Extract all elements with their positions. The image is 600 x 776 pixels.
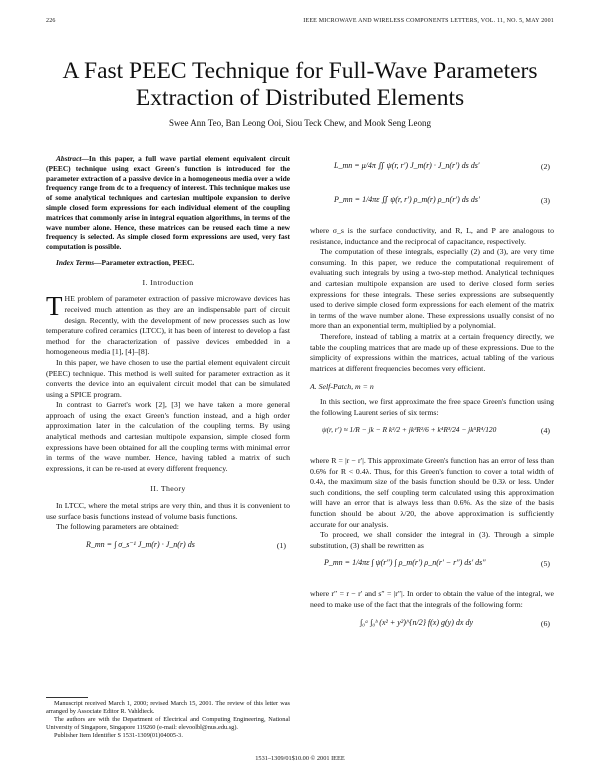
paper-title: A Fast PEEC Technique for Full-Wave Parameters Extraction of Distributed Elements <box>62 58 538 111</box>
intro-paragraph-2: In this paper, we have chosen to use the partial element equivalent circuit (PEEC) technique. This method is well suited for parameter extraction as it converts the device into an equivalent circuit model that can be simulated using a SPICE program. <box>46 357 290 399</box>
section-heading-theory: II. Theory <box>150 484 186 494</box>
intro-paragraph-1-text: HE problem of parameter extraction of passive microwave devices has received much attention as they are an indispensable part of circuit design. Recently, with the development of new processes such as low temperature cofired ceramics (LTCC), it has been of interest to develop a fast method for the characterization of passive devices embedded in a homogeneous media [1], [4]–[8]. <box>46 294 290 357</box>
journal-name: IEEE MICROWAVE AND WIRELESS COMPONENTS LETTERS, VOL. 11, NO. 5, MAY 2001 <box>303 18 554 24</box>
footnote-affiliation: The authors are with the Department of Electrical and Computing Engineering, National University of Singapore, Singapore 119260 (e-mail: elevoolbl@nus.edu.sg). <box>46 716 290 731</box>
footnote-identifier: Publisher Item Identifier S 1531-1309(01)04005-3. <box>54 732 183 739</box>
theory-paragraph-4: The computation of these integrals, especially (2) and (3), are very time consuming. In this paper, we reduce the computational requirement of evaluating such integrals by using a two-step method. Analytical techniques and cartesian multipole expansion are used to derive closed form series expressions for these integrals. These series expressions are subsequently used to derive simple closed form expressions for each element of the matrix in terms of the wave number alone. These expressions usually consist of no more than an exponential term, multiplied by a polynomial. <box>310 247 554 331</box>
equation-2-body: L_mn = μ/4π ∬ ψ(r, r′) J_m(r) · J_n(r′) ds ds′ <box>334 161 480 170</box>
equation-3-body: P_mn = 1/4πε ∬ ψ(r, r′) ρ_m(r) ρ_n(r′) ds ds′ <box>334 195 480 204</box>
index-terms-text: Parameter extraction, PEEC. <box>101 257 195 267</box>
theory-paragraph-3: where σ_s is the surface conductivity, and R, L, and P are analogous to resistance, inductance and the reciprocal of capacitance, respectively. <box>310 226 554 246</box>
subsection-heading: A. Self-Patch, m = n <box>310 382 374 392</box>
equation-4 <box>310 422 554 452</box>
equation-6-number: (6) <box>540 618 550 628</box>
equation-4-number: (4) <box>540 426 550 436</box>
footnote-received: Manuscript received March 1, 2000; revised March 15, 2001. The review of this letter was arranged by Associate Editor R. Vahldieck. <box>46 700 290 715</box>
equation-6 <box>310 615 554 645</box>
equation-5-number: (5) <box>540 559 550 569</box>
theory-paragraph-9: where r″ = r − r′ and s″ = |r″|. In order to obtain the value of the integral, we need to make use of the fact that the integrals of the following form: <box>310 589 554 610</box>
theory-paragraph-5: Therefore, instead of tabling a matrix at a certain frequency directly, we table the coupling matrices that are made up of these expressions. Due to the simplicity of expressions within the matrices, actual tabling of the various matrices at different frequencies becomes very efficient. <box>310 331 554 373</box>
equation-1-number: (1) <box>276 540 286 550</box>
theory-paragraph-1: In LTCC, where the metal strips are very thin, and thus it is convenient to use surface basis functions instead of volume basis functions. <box>46 501 290 521</box>
intro-paragraph-1 <box>46 291 290 358</box>
equation-2 <box>310 158 554 188</box>
equation-5-body: P_mn = 1/4πε ∫ ψ(r″) ∫ ρ_m(r′) ρ_n(r′ − r″) ds′ ds″ <box>324 558 486 568</box>
left-column <box>46 154 290 561</box>
footnotes <box>46 700 290 740</box>
abstract-label: Abstract— <box>56 154 89 163</box>
intro-paragraph-3: In contrast to Garret's work [2], [3] we have taken a more general approach of using the exact Green's function instead, and a high order approximation later in the calculation of the coupling terms. By using analytical methods and cartesian multipole expansion, simple closed form expressions have been obtained for all the coupling terms with minimal error in terms of the wave number. Hence, having tabled a matrix of such expressions, it can be re-used at every different frequency. <box>46 400 290 473</box>
index-terms <box>46 258 290 268</box>
copyright-line: 1531–1309/01$10.00 © 2001 IEEE <box>255 755 345 762</box>
equation-3 <box>310 192 554 222</box>
section-heading-introduction: I. Introduction <box>142 277 194 287</box>
page-number: 226 <box>46 18 56 24</box>
equation-6-body: ∫₀ᵃ ∫₀ᵇ (x² + y²)^{n/2} f(x) g(y) dx dy <box>360 617 473 627</box>
equation-5 <box>310 555 554 585</box>
index-terms-label: Index Terms— <box>56 257 102 267</box>
drop-cap: T <box>46 291 63 322</box>
theory-paragraph-7: where R = |r − r′|. This approximate Green's function has an error of less than 0.6% for R < 0.4λ. Thus, for this Green's function to cover a total width of 0.4λ, the maximum size of the basis function should be 0.3λ or less. Under such conditions, the self coupling term calculated using this approximation will have an error that is always less than 0.6%. As the size of the basis function should be about λ/20, the above approximation is sufficiently accurate for our analysis. <box>310 456 554 529</box>
right-column <box>310 154 554 649</box>
author-list: Swee Ann Teo, Ban Leong Ooi, Siou Teck Chew, and Mook Seng Leong <box>168 118 432 128</box>
theory-paragraph-2: The following parameters are obtained: <box>56 522 179 532</box>
equation-2-number: (2) <box>540 162 550 171</box>
abstract-text: In this paper, a full wave partial element equivalent circuit (PEEC) technique using exact Green's function is introduced for the parameter extraction of a passive device in a homogeneous media over a wide frequency range from dc to a frequency of interest. This technique makes use of some analytical techniques and cartesian multipole expansion to derive simple closed form expressions for each individual element of the coupling matrices that commonly arise in integral equation algorithms, in terms of the wave number alone. Hence, these matrices can be reused each time a new frequency is selected. As simple closed form expressions are used, very fast computation is possible. <box>46 154 290 252</box>
equation-1 <box>46 537 290 557</box>
equation-4-body: ψ(r, r′) ≈ 1/R − jk − R k²/2 + jk³R²/6 + k⁴R³/24 − jk⁵R⁴/120 <box>322 425 497 435</box>
footnote-rule <box>46 697 88 698</box>
theory-paragraph-8: To proceed, we shall consider the integral in (3). Through a simple substitution, (3) shall be rewritten as <box>310 530 554 550</box>
abstract <box>46 154 290 252</box>
theory-paragraph-6: In this section, we first approximate the free space Green's function using the following Laurent series of six terms: <box>310 396 554 417</box>
equation-1-body: R_mn = ∫ σ_s⁻¹ J_m(r) · J_n(r) ds <box>86 539 195 549</box>
equation-3-number: (3) <box>540 196 550 205</box>
